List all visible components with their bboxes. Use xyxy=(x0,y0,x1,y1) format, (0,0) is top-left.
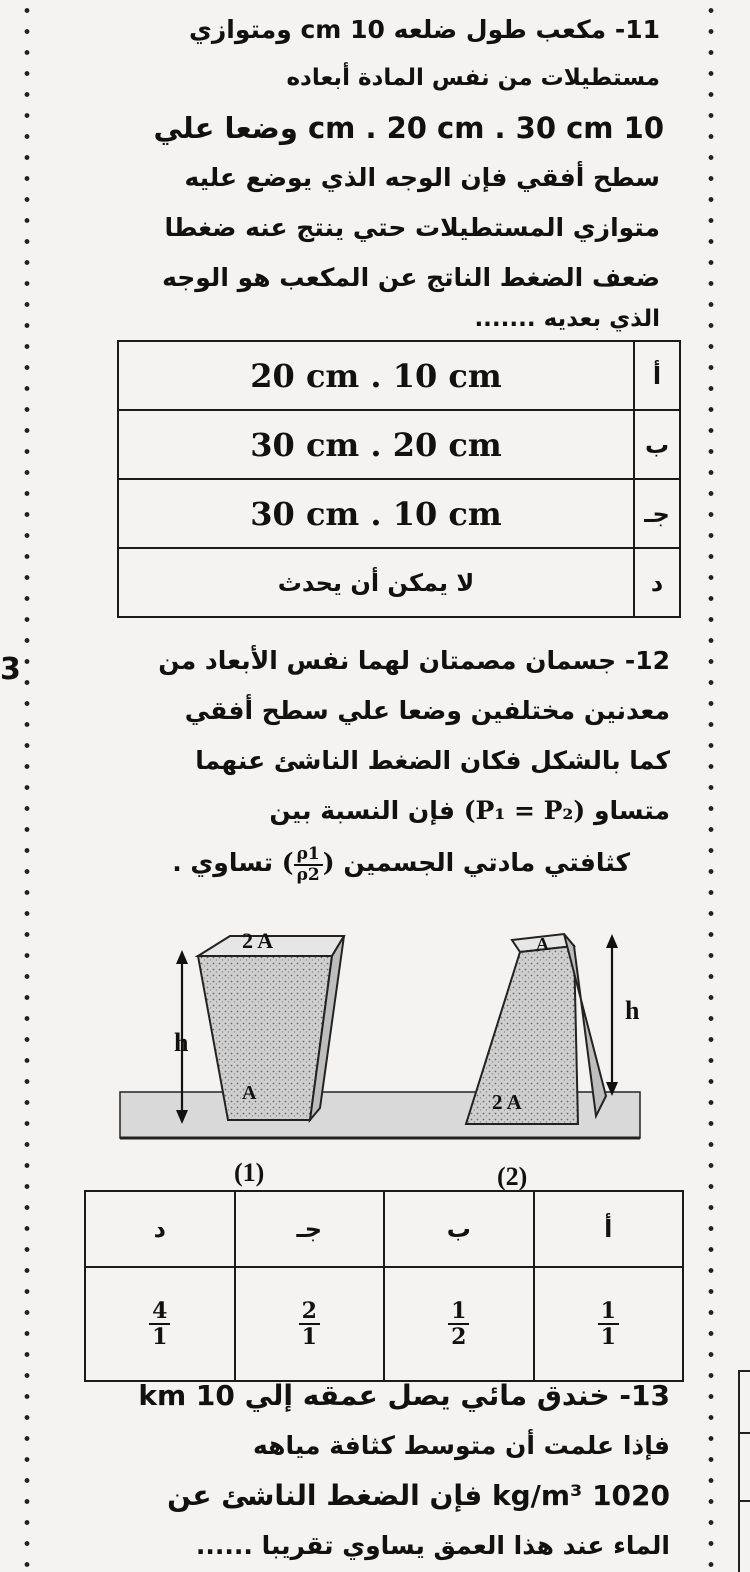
q12-option-c[interactable] xyxy=(235,1267,385,1381)
q12-option-a-den: 1 xyxy=(600,1324,616,1350)
q12-option-b-den: 2 xyxy=(451,1324,467,1350)
q12-option-a-num: 1 xyxy=(598,1299,619,1325)
q11-option-a-value: 20 cm . 10 cm xyxy=(118,341,634,410)
q12-line-4-start: متساو xyxy=(593,796,670,825)
q12-option-c-label: جـ xyxy=(235,1191,385,1267)
q11-line-1: 11- مكعب طول ضلعه 10 cm ومتوازي xyxy=(188,15,660,44)
q12-line-5 xyxy=(172,845,630,884)
body-2-top-face-label: A xyxy=(536,934,549,954)
right-dotted-border xyxy=(708,0,714,1569)
figure-caption-1: (1) xyxy=(234,1158,265,1187)
q12-option-b[interactable] xyxy=(384,1267,534,1381)
q13-line-1: 13- خندق مائي يصل عمقه إلي 10 km xyxy=(138,1379,670,1412)
q11-option-c-value: 30 cm . 10 cm xyxy=(118,479,634,548)
q11-option-c-label: جـ xyxy=(634,479,680,548)
q12-option-a[interactable] xyxy=(534,1267,684,1381)
q11-option-b-label: ب xyxy=(634,410,680,479)
q12-figure xyxy=(110,920,650,1160)
left-dotted-border xyxy=(24,0,30,1569)
q12-line-2: معدنين مختلفين وضعا علي سطح أفقي xyxy=(184,696,670,725)
q11-option-a-label: أ xyxy=(634,341,680,410)
q11-options-table xyxy=(117,340,681,618)
q12-options-table xyxy=(84,1190,684,1382)
q13-line-3: 1020 kg/m³ فإن الضغط الناشئ عن xyxy=(167,1479,670,1512)
q13-line-4: الماء عند هذا العمق يساوي تقريبا ...... xyxy=(195,1531,670,1560)
q12-ratio-denominator: ρ2 xyxy=(296,864,320,885)
q11-line-5: متوازي المستطيلات حتي ينتج عنه ضغطا xyxy=(164,213,660,242)
q12-line-1: 12- جسمان مصمتان لهما نفس الأبعاد من xyxy=(158,646,670,675)
q12-option-d-label: د xyxy=(85,1191,235,1267)
q12-ratio-numerator: ρ1 xyxy=(294,845,323,866)
q12-option-d-den: 1 xyxy=(152,1324,168,1350)
q12-line-5-end: تساوي . xyxy=(172,848,274,878)
q12-option-a-label: أ xyxy=(534,1191,684,1267)
q12-line-5-start: كثافتي مادتي الجسمين xyxy=(343,848,630,878)
q11-option-d[interactable] xyxy=(118,548,680,617)
height-arrow-2 xyxy=(606,934,618,1096)
q11-option-b[interactable] xyxy=(118,410,680,479)
q12-option-b-num: 1 xyxy=(448,1299,469,1325)
q11-line-4: سطح أفقي فإن الوجه الذي يوضع عليه xyxy=(184,163,660,192)
height-label-2: h xyxy=(625,996,640,1025)
q11-line-2: مستطيلات من نفس المادة أبعاده xyxy=(286,65,660,91)
q12-density-ratio: ( $\frac{\rho 1}{\rho 2}$ ) xyxy=(281,844,335,885)
q11-option-c[interactable] xyxy=(118,479,680,548)
q11-option-d-value: لا يمكن أن يحدث xyxy=(118,548,634,617)
q11-option-b-value: 30 cm . 20 cm xyxy=(118,410,634,479)
q12-option-d[interactable] xyxy=(85,1267,235,1381)
figure-caption-2: (2) xyxy=(497,1162,528,1191)
q11-option-a[interactable] xyxy=(118,341,680,410)
q12-line-4 xyxy=(269,795,670,826)
q12-pressure-equation: (P₁ = P₂) xyxy=(463,796,586,825)
q11-line-6: ضعف الضغط الناتج عن المكعب هو الوجه xyxy=(162,263,660,292)
q12-option-d-num: 4 xyxy=(149,1299,170,1325)
q12-option-c-num: 2 xyxy=(299,1299,320,1325)
q12-option-b-label: ب xyxy=(384,1191,534,1267)
body-1-bottom-face-label: A xyxy=(242,1082,257,1104)
margin-page-mark: 3 xyxy=(0,652,21,687)
height-label-1: h xyxy=(174,1028,189,1057)
q11-line-3: 10 cm . 20 cm . 30 cm وضعا علي xyxy=(153,111,664,145)
q13-line-2: فإذا علمت أن متوسط كثافة مياهه xyxy=(252,1431,670,1460)
body-1-top-face-label: 2 A xyxy=(242,928,274,953)
q12-option-c-den: 1 xyxy=(301,1324,317,1350)
q11-line-7: الذي بعديه ....... xyxy=(474,306,660,332)
q12-line-3: كما بالشكل فكان الضغط الناشئ عنهما xyxy=(195,746,670,775)
body-2-bottom-face-label: 2 A xyxy=(492,1090,522,1114)
adjacent-column-table-edge xyxy=(738,1370,750,1572)
q12-line-4-end: فإن النسبة بين xyxy=(269,796,455,825)
q11-option-d-label: د xyxy=(634,548,680,617)
